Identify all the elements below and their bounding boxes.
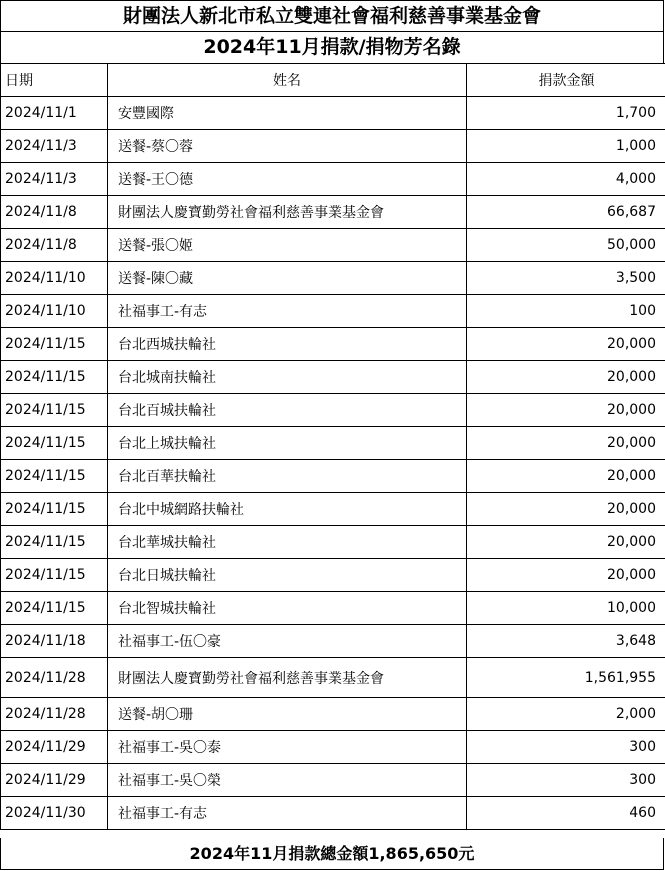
row-donor-name: 送餐-王〇德	[108, 163, 467, 196]
row-donor-name: 財團法人慶寶勤勞社會福利慈善事業基金會	[108, 658, 467, 698]
row-date: 2024/11/30	[1, 797, 108, 830]
table-row	[1, 427, 665, 460]
row-donor-name: 台北日城扶輪社	[108, 559, 467, 592]
table-row	[1, 698, 665, 731]
row-date: 2024/11/3	[1, 130, 108, 163]
row-amount: 20,000	[467, 526, 665, 559]
row-date: 2024/11/10	[1, 262, 108, 295]
table-row	[1, 163, 665, 196]
row-amount: 2,000	[467, 698, 665, 731]
row-donor-name: 台北西城扶輪社	[108, 328, 467, 361]
table-row	[1, 559, 665, 592]
row-donor-name: 社福事工-吳〇榮	[108, 764, 467, 797]
row-date: 2024/11/29	[1, 731, 108, 764]
row-donor-name: 社福事工-有志	[108, 295, 467, 328]
table-row	[1, 658, 665, 698]
row-amount: 1,561,955	[467, 658, 665, 698]
row-date: 2024/11/28	[1, 658, 108, 698]
column-header-amount: 捐款金額	[467, 64, 665, 97]
row-amount: 1,700	[467, 97, 665, 130]
donation-table	[0, 63, 665, 830]
table-row	[1, 460, 665, 493]
org-title: 財團法人新北市私立雙連社會福利慈善事業基金會	[0, 0, 664, 32]
total-amount: 2024年11月捐款總金額1,865,650元	[0, 838, 664, 870]
row-date: 2024/11/8	[1, 196, 108, 229]
row-donor-name: 送餐-蔡〇蓉	[108, 130, 467, 163]
table-row	[1, 797, 665, 830]
row-donor-name: 台北城南扶輪社	[108, 361, 467, 394]
table-row	[1, 731, 665, 764]
row-amount: 4,000	[467, 163, 665, 196]
table-row	[1, 592, 665, 625]
row-date: 2024/11/15	[1, 427, 108, 460]
row-amount: 50,000	[467, 229, 665, 262]
row-donor-name: 送餐-張〇姬	[108, 229, 467, 262]
row-date: 2024/11/15	[1, 328, 108, 361]
row-donor-name: 台北上城扶輪社	[108, 427, 467, 460]
table-row	[1, 764, 665, 797]
row-date: 2024/11/15	[1, 559, 108, 592]
table-row	[1, 295, 665, 328]
row-date: 2024/11/15	[1, 460, 108, 493]
row-date: 2024/11/1	[1, 97, 108, 130]
row-date: 2024/11/8	[1, 229, 108, 262]
row-amount: 20,000	[467, 361, 665, 394]
row-amount: 20,000	[467, 559, 665, 592]
table-row	[1, 97, 665, 130]
table-row	[1, 229, 665, 262]
row-date: 2024/11/15	[1, 361, 108, 394]
row-date: 2024/11/15	[1, 592, 108, 625]
row-amount: 20,000	[467, 460, 665, 493]
report-title: 2024年11月捐款/捐物芳名錄	[0, 32, 664, 64]
row-amount: 460	[467, 797, 665, 830]
column-header-name: 姓名	[108, 64, 467, 97]
table-row	[1, 625, 665, 658]
row-amount: 300	[467, 764, 665, 797]
row-donor-name: 社福事工-吳〇泰	[108, 731, 467, 764]
row-donor-name: 台北百城扶輪社	[108, 394, 467, 427]
row-amount: 300	[467, 731, 665, 764]
table-row	[1, 196, 665, 229]
row-amount: 20,000	[467, 394, 665, 427]
row-date: 2024/11/28	[1, 698, 108, 731]
row-date: 2024/11/18	[1, 625, 108, 658]
row-donor-name: 財團法人慶寶勤勞社會福利慈善事業基金會	[108, 196, 467, 229]
table-row	[1, 394, 665, 427]
row-donor-name: 社福事工-有志	[108, 797, 467, 830]
row-donor-name: 安豐國際	[108, 97, 467, 130]
row-amount: 20,000	[467, 328, 665, 361]
table-header-row	[1, 64, 665, 97]
row-donor-name: 送餐-陳〇藏	[108, 262, 467, 295]
table-row	[1, 328, 665, 361]
row-amount: 10,000	[467, 592, 665, 625]
row-donor-name: 送餐-胡〇珊	[108, 698, 467, 731]
row-date: 2024/11/29	[1, 764, 108, 797]
row-donor-name: 台北中城網路扶輪社	[108, 493, 467, 526]
row-amount: 3,500	[467, 262, 665, 295]
table-row	[1, 526, 665, 559]
table-row	[1, 361, 665, 394]
row-donor-name: 台北百華扶輪社	[108, 460, 467, 493]
table-row	[1, 262, 665, 295]
row-donor-name: 台北華城扶輪社	[108, 526, 467, 559]
row-amount: 100	[467, 295, 665, 328]
table-row	[1, 493, 665, 526]
row-amount: 66,687	[467, 196, 665, 229]
row-date: 2024/11/15	[1, 394, 108, 427]
row-amount: 20,000	[467, 493, 665, 526]
row-amount: 20,000	[467, 427, 665, 460]
row-date: 2024/11/3	[1, 163, 108, 196]
row-amount: 1,000	[467, 130, 665, 163]
row-date: 2024/11/15	[1, 526, 108, 559]
row-donor-name: 社福事工-伍〇豪	[108, 625, 467, 658]
row-donor-name: 台北智城扶輪社	[108, 592, 467, 625]
row-date: 2024/11/10	[1, 295, 108, 328]
column-header-date: 日期	[1, 64, 108, 97]
table-body	[1, 97, 665, 830]
table-row	[1, 130, 665, 163]
row-amount: 3,648	[467, 625, 665, 658]
row-date: 2024/11/15	[1, 493, 108, 526]
